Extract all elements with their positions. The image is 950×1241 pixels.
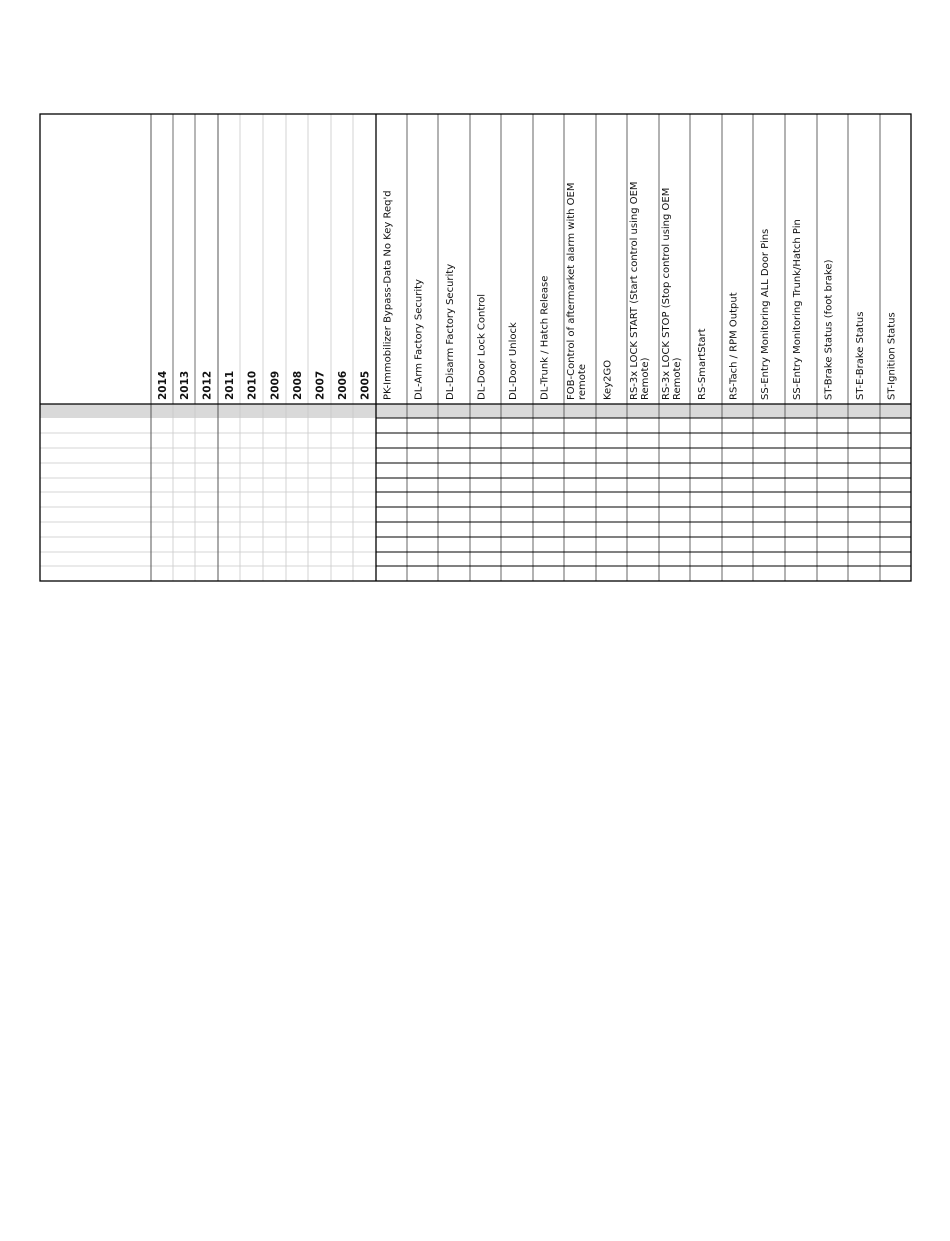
feature-header: RS-3x LOCK START (Start control using OEM	[629, 181, 640, 400]
year-header-2014: 2014	[157, 370, 169, 400]
year-header-2013: 2013	[179, 370, 191, 400]
feature-header: Remote)	[640, 357, 651, 400]
table-border	[40, 114, 911, 581]
feature-header: SS-Entry Monitoring Trunk/Hatch Pin	[792, 219, 803, 400]
feature-header: PK-Immobilizer Bypass-Data No Key Req'd	[382, 190, 394, 400]
feature-header: remote	[577, 364, 588, 400]
feature-header: DL-Door Lock Control	[476, 293, 488, 400]
year-header-2008: 2008	[292, 370, 304, 400]
feature-header: DL-Arm Factory Security	[413, 279, 425, 400]
year-header-2011: 2011	[224, 370, 236, 400]
feature-header: DL-Disarm Factory Security	[445, 263, 456, 400]
feature-header: RS-Tach / RPM Output	[728, 292, 740, 400]
feature-header: FOB-Control of aftermarket alarm with OEM	[566, 182, 577, 400]
feature-header: SS-Entry Monitoring ALL Door Pins	[760, 228, 771, 400]
year-header-2009: 2009	[269, 370, 282, 400]
year-header-2006: 2006	[337, 370, 349, 400]
year-header-2012: 2012	[201, 370, 214, 400]
header-band	[40, 404, 911, 418]
year-header-2007: 2007	[314, 370, 327, 400]
feature-header: DL-Trunk / Hatch Release	[539, 275, 551, 400]
year-header-2010: 2010	[246, 370, 259, 400]
year-header-2005: 2005	[359, 370, 372, 400]
feature-header: ST-Ignition Status	[886, 312, 898, 400]
feature-header: Remote)	[672, 357, 683, 400]
feature-header: ST-E-Brake Status	[855, 311, 866, 400]
feature-header: RS-SmartStart	[697, 328, 708, 400]
feature-header: Key2GO	[602, 359, 614, 400]
feature-header: DL-Door Unlock	[508, 322, 519, 400]
feature-header: ST-Brake Status (foot brake)	[823, 259, 835, 400]
feature-header: RS-3x LOCK STOP (Stop control using OEM	[661, 187, 672, 400]
